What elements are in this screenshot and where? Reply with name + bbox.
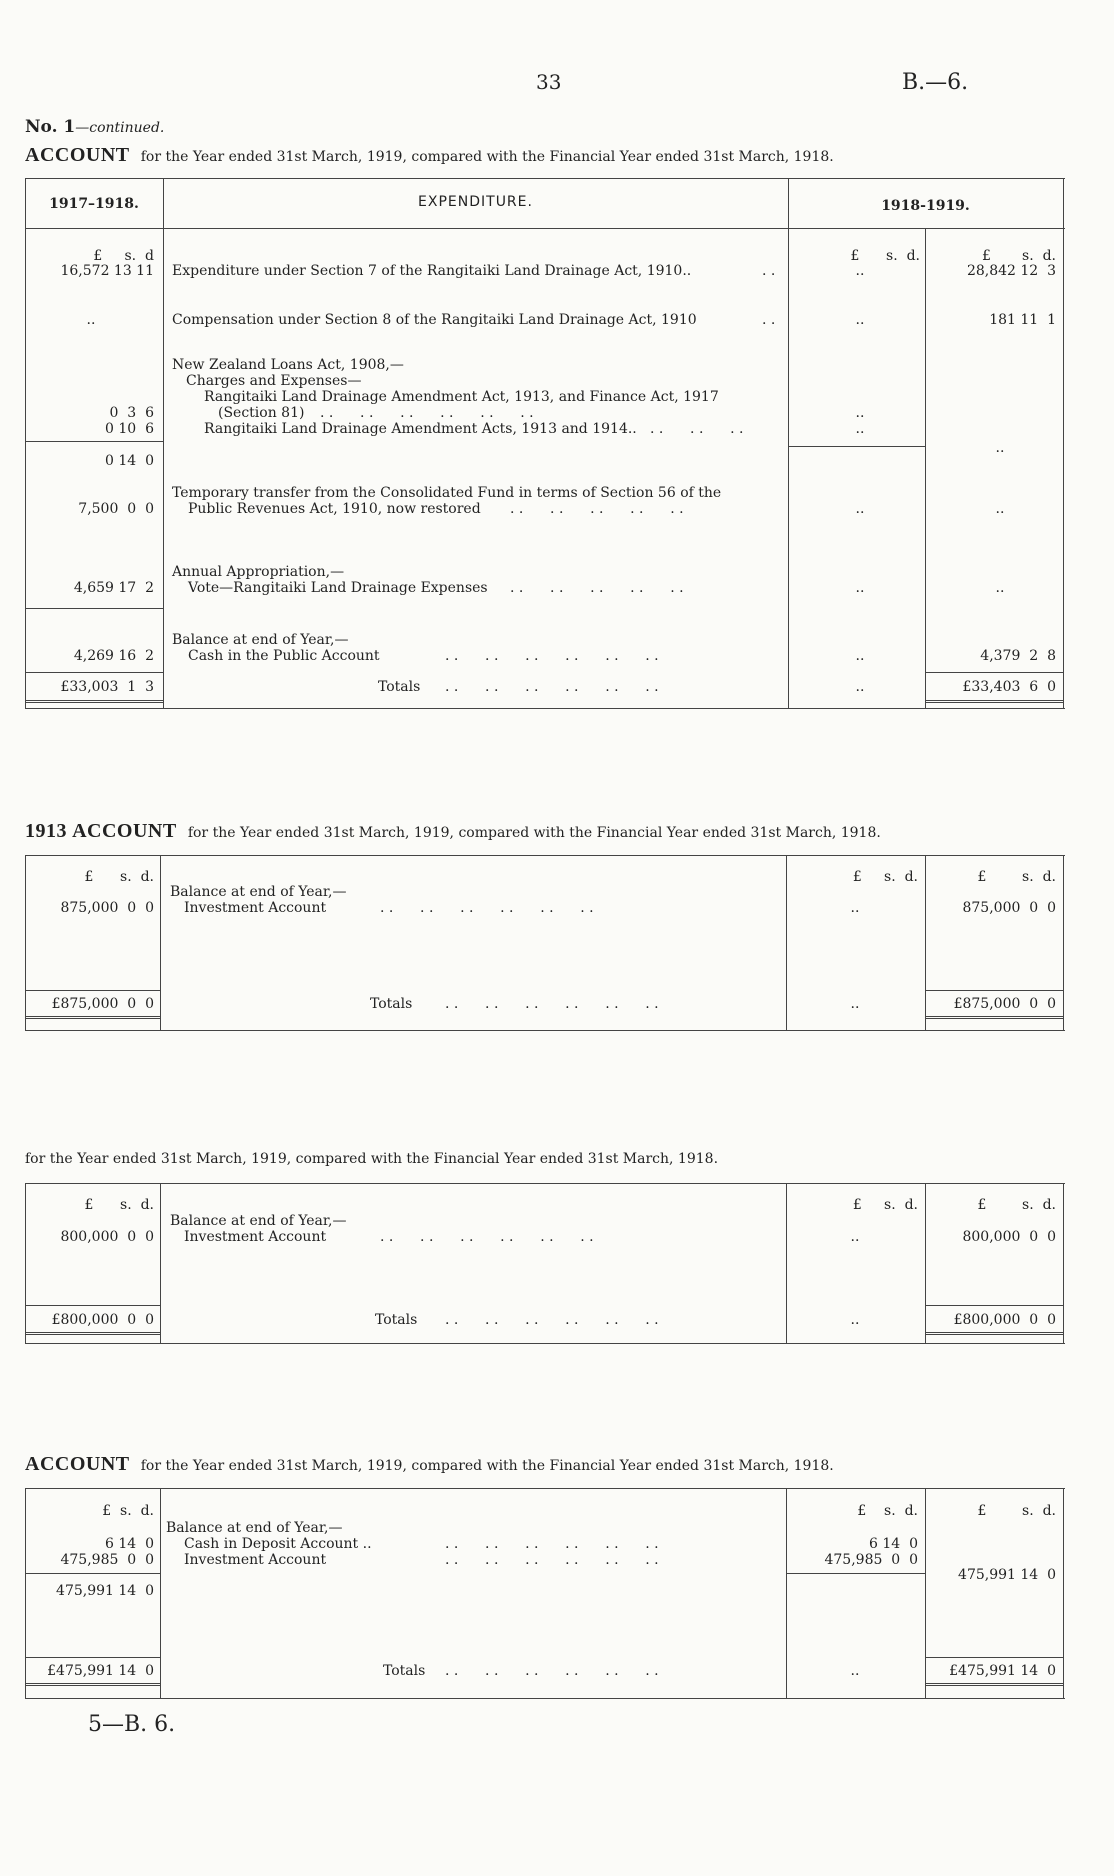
row5-desc1: Annual Appropriation,— — [172, 564, 345, 580]
units-mid: £ s. d. — [850, 248, 920, 264]
s4-total-right: £475,991 14 0 — [949, 1663, 1056, 1679]
s4-mid-a: 6 14 0 — [869, 1536, 918, 1552]
s4-left-sum: 475,991 14 0 — [56, 1583, 154, 1599]
row4-right: .. — [995, 501, 1005, 517]
row3-leader5: . . . . . . — [650, 421, 744, 437]
row3-mid-a: .. — [855, 405, 865, 421]
s3-leader: . . . . . . . . . . . . — [380, 1229, 594, 1245]
s2-units-right: £ s. d. — [977, 869, 1056, 885]
s3-right: 800,000 0 0 — [962, 1229, 1056, 1245]
row4-left: 7,500 0 0 — [78, 501, 154, 517]
s2-total-left: £875,000 0 0 — [51, 996, 154, 1012]
row6-left: 4,269 16 2 — [73, 648, 154, 664]
s3-totals-label: Totals — [375, 1312, 418, 1328]
s1-totals-label: Totals — [378, 679, 421, 695]
row4-mid: .. — [855, 501, 865, 517]
row6-right: 4,379 2 8 — [980, 648, 1056, 664]
s2-units-left: £ s. d. — [84, 869, 154, 885]
s4-total-mid: .. — [850, 1663, 860, 1679]
row5-mid: .. — [855, 580, 865, 596]
row4-desc2: Public Revenues Act, 1910, now restored — [188, 501, 481, 517]
s4-desc1: Balance at end of Year,— — [166, 1520, 343, 1536]
s4-desc3: Investment Account — [184, 1552, 327, 1568]
section1-label: No. 1—continued. — [25, 117, 165, 137]
s2-desc1: Balance at end of Year,— — [170, 884, 347, 900]
col-1918-1919: 1918-1919. — [881, 198, 970, 214]
row5-right: .. — [995, 580, 1005, 596]
s2-totals-leader: . . . . . . . . . . . . — [445, 996, 659, 1012]
s4-leader2: . . . . . . . . . . . . — [445, 1536, 659, 1552]
row5-desc2: Vote—Rangitaiki Land Drainage Expenses — [188, 580, 488, 596]
s2-total-mid: .. — [850, 996, 860, 1012]
s3-mid: .. — [850, 1229, 860, 1245]
s3-units-mid: £ s. d. — [852, 1197, 918, 1213]
row1-leader: . . — [762, 263, 776, 279]
s2-mid: .. — [850, 900, 860, 916]
s4-units-left: £ s. d. — [102, 1503, 154, 1519]
s3-total-mid: .. — [850, 1312, 860, 1328]
page-footer: 5—B. 6. — [88, 1712, 176, 1737]
continued-label: —continued. — [75, 120, 165, 136]
row3-left-b: 0 10 6 — [105, 421, 154, 437]
s1-totals-leader: . . . . . . . . . . . . — [445, 679, 659, 695]
row5-leader: . . . . . . . . . . — [510, 580, 684, 596]
s2-desc2: Investment Account — [184, 900, 327, 916]
s2-leader: . . . . . . . . . . . . — [380, 900, 594, 916]
s1-total-mid: .. — [855, 679, 865, 695]
s4-left-b: 475,985 0 0 — [60, 1552, 154, 1568]
row1-right: 28,842 12 3 — [966, 263, 1056, 279]
s4-right: 475,991 14 0 — [958, 1567, 1056, 1583]
row2-leader: . . — [762, 312, 776, 328]
row2-right: 181 11 1 — [989, 312, 1056, 328]
row2-mid: .. — [855, 312, 865, 328]
s4-leader3: . . . . . . . . . . . . — [445, 1552, 659, 1568]
row6-leader: . . . . . . . . . . . . — [445, 648, 659, 664]
row2-desc: Compensation under Section 8 of the Rangitaiki Land Drainage Act, 1910 — [172, 312, 697, 328]
s1-total-right: £33,403 6 0 — [962, 679, 1056, 695]
page-ref: B.—6. — [902, 70, 969, 95]
s3-units-left: £ s. d. — [84, 1197, 154, 1213]
s2-units-mid: £ s. d. — [852, 869, 918, 885]
s4-totals-leader: . . . . . . . . . . . . — [445, 1663, 659, 1679]
s3-units-right: £ s. d. — [977, 1197, 1056, 1213]
s4-mid-b: 475,985 0 0 — [824, 1552, 918, 1568]
section2-title: 1913 ACCOUNT for the Year ended 31st March, 1919, compared with the Financial Year ended 31st March, 1918. — [25, 820, 881, 842]
s2-totals-label: Totals — [370, 996, 413, 1012]
s4-left-a: 6 14 0 — [105, 1536, 154, 1552]
row6-mid: .. — [855, 648, 865, 664]
row1-desc: Expenditure under Section 7 of the Rangitaiki Land Drainage Act, 1910.. — [172, 263, 692, 279]
col-1917-1918: 1917–1918. — [49, 196, 139, 212]
row3-left-sum: 0 14 0 — [105, 453, 154, 469]
s2-right: 875,000 0 0 — [962, 900, 1056, 916]
row3-right: .. — [995, 440, 1005, 456]
row5-left: 4,659 17 2 — [73, 580, 154, 596]
s2-left: 875,000 0 0 — [60, 900, 154, 916]
row3-desc5: Rangitaiki Land Drainage Amendment Acts, 1913 and 1914.. — [204, 421, 637, 437]
units-right: £ s. d. — [981, 248, 1056, 264]
s4-units-mid: £ s. d. — [857, 1503, 918, 1519]
row3-desc4: (Section 81) — [218, 405, 305, 421]
s4-units-right: £ s. d. — [977, 1503, 1056, 1519]
s2-total-right: £875,000 0 0 — [953, 996, 1056, 1012]
row3-mid-b: .. — [855, 421, 865, 437]
s3-desc1: Balance at end of Year,— — [170, 1213, 347, 1229]
row1-mid: .. — [855, 263, 865, 279]
s3-desc2: Investment Account — [184, 1229, 327, 1245]
s4-desc2: Cash in Deposit Account .. — [184, 1536, 372, 1552]
row6-desc1: Balance at end of Year,— — [172, 632, 349, 648]
row3-desc3: Rangitaiki Land Drainage Amendment Act, 1913, and Finance Act, 1917 — [204, 389, 719, 405]
s4-totals-label: Totals — [383, 1663, 426, 1679]
row3-leader4: . . . . . . . . . . . . — [320, 405, 534, 421]
s4-total-left: £475,991 14 0 — [47, 1663, 154, 1679]
row3-left-a: 0 3 6 — [109, 405, 154, 421]
s1-total-left: £33,003 1 3 — [60, 679, 154, 695]
row4-leader: . . . . . . . . . . — [510, 501, 684, 517]
col-expenditure: EXPENDITURE. — [418, 194, 533, 210]
row4-desc1: Temporary transfer from the Consolidated Fund in terms of Section 56 of the — [172, 485, 722, 501]
s3-total-left: £800,000 0 0 — [51, 1312, 154, 1328]
units-left: £ s. d — [93, 248, 154, 264]
section1-title: ACCOUNT for the Year ended 31st March, 1919, compared with the Financial Year ended 31st March, 1918. — [25, 144, 834, 166]
s3-total-right: £800,000 0 0 — [953, 1312, 1056, 1328]
row3-desc2: Charges and Expenses— — [186, 373, 362, 389]
page-number: 33 — [536, 70, 562, 94]
s3-left: 800,000 0 0 — [60, 1229, 154, 1245]
row2-left: .. — [86, 312, 96, 328]
row1-left: 16,572 13 11 — [60, 263, 154, 279]
row6-desc2: Cash in the Public Account — [188, 648, 380, 664]
section4-title: ACCOUNT for the Year ended 31st March, 1919, compared with the Financial Year ended 31st March, 1918. — [25, 1453, 834, 1475]
section3-title: for the Year ended 31st March, 1919, compared with the Financial Year ended 31st March, 1918. — [25, 1151, 719, 1167]
s3-totals-leader: . . . . . . . . . . . . — [445, 1312, 659, 1328]
row3-desc1: New Zealand Loans Act, 1908,— — [172, 357, 404, 373]
